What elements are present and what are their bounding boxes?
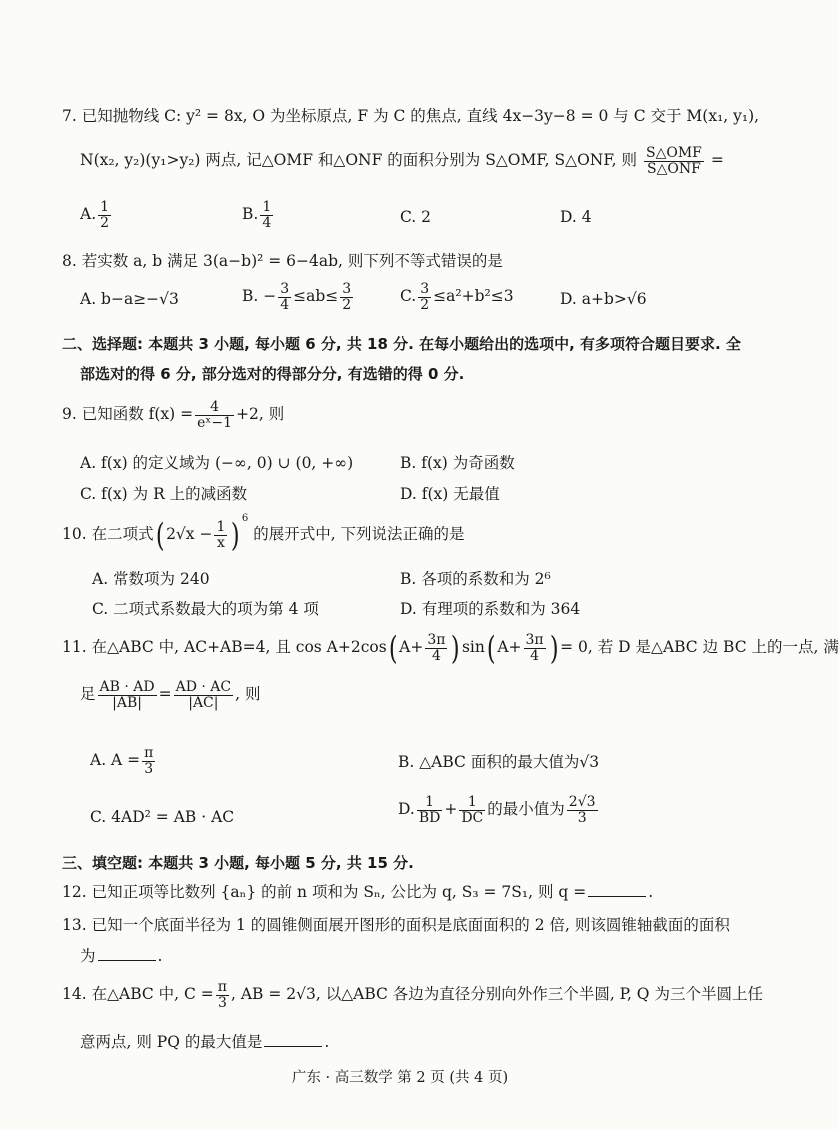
q9-option-d: D. f(x) 无最值 — [400, 485, 500, 503]
q7-option-b-label: B. — [242, 205, 259, 224]
q7-ratio-den: S△ONF — [647, 160, 701, 177]
q10-num: 1 — [216, 518, 226, 535]
q8-c-suffix: ≤a²+b²≤3 — [433, 287, 514, 306]
q7-area-ratio — [644, 146, 704, 176]
q10-den: x — [216, 534, 225, 551]
q8-b-prefix: B. − — [242, 287, 277, 306]
q14-den: 3 — [217, 994, 227, 1011]
q9-den: eˣ−1 — [197, 414, 232, 431]
q11-paren1-left: ( — [388, 629, 398, 667]
q7-option-d-label: D. — [560, 208, 577, 226]
q14-stem-line1 — [62, 980, 763, 1010]
q11-d-n3: 2√3 — [568, 794, 596, 810]
q8-b-den2: 2 — [342, 296, 352, 313]
q11-a-num: π — [144, 745, 154, 761]
q7-option-c-label: C. — [400, 208, 417, 226]
q11-d-frac1 — [417, 795, 443, 825]
q12-answer-blank[interactable] — [588, 895, 646, 897]
q11-n2: 3π — [525, 631, 544, 648]
q8-option-b — [242, 282, 355, 312]
q10-frac — [214, 520, 227, 550]
q11-n1: 3π — [427, 631, 446, 648]
q10-exponent: 6 — [241, 513, 249, 524]
q11-d-prefix: D. — [398, 800, 415, 819]
q11-d-plus: + — [444, 800, 458, 819]
q11-d-n1: 1 — [417, 795, 443, 811]
q11-option-c: C. 4AD² = AB · AC — [90, 808, 235, 826]
q14-line2-suffix: . — [324, 1033, 330, 1051]
q10-paren-right: ) — [231, 516, 241, 554]
q7-a-den: 2 — [100, 214, 110, 231]
q8-option-c — [400, 282, 514, 312]
q11-a-prefix: A. A = — [90, 751, 141, 770]
q13-answer-blank[interactable] — [98, 959, 156, 961]
q7-option-a — [80, 200, 113, 230]
q11-d-d2: DC — [461, 809, 484, 826]
q11-d-n2: 1 — [459, 795, 485, 811]
q11-prefix: 11. 在△ABC 中, AC+AB=4, 且 cos A+2cos — [62, 638, 387, 656]
q11-d2: 4 — [530, 647, 540, 664]
q11-d-frac3 — [567, 795, 598, 825]
q14-stem-line2 — [80, 1030, 329, 1052]
q7-line2-text: N(x₂, y₂)(y₁>y₂) 两点, 记△OMF 和△ONF 的面积分别为 S△OMF, S△ONF, 则 — [80, 151, 638, 170]
page-footer: 广东 · 高三数学 第 2 页 (共 4 页) — [291, 1070, 509, 1086]
q13-prefix: 为 — [80, 947, 96, 965]
section-3-heading: 三、填空题: 本题共 3 小题, 每小题 5 分, 共 15 分. — [62, 854, 414, 872]
q7-equals: = — [710, 151, 724, 170]
q7-a-num: 1 — [100, 199, 110, 215]
q8-option-d: D. a+b>√6 — [560, 290, 647, 308]
q10-paren-left: ( — [155, 516, 165, 554]
q7-stem-line2 — [80, 146, 724, 176]
q11-stem-line1 — [62, 629, 839, 667]
q11-frac1 — [425, 633, 447, 663]
q11-d-frac2 — [459, 795, 485, 825]
q7-option-c — [400, 208, 431, 226]
q10-suffix: 的展开式中, 下列说法正确的是 — [253, 525, 465, 543]
q8-b-frac2 — [340, 282, 353, 312]
q11-d-d1: BD — [418, 809, 441, 826]
q7-b-den: 4 — [262, 214, 272, 231]
q10-option-c: C. 二项式系数最大的项为第 4 项 — [92, 600, 319, 618]
q11-vf1-den: |AB| — [112, 694, 142, 711]
section-2-heading: 二、选择题: 本题共 3 小题, 每小题 6 分, 共 18 分. 在每小题给出的选项中, 有多项符合题目要求. 全 — [62, 335, 741, 353]
q8-b-num2: 3 — [342, 281, 352, 297]
q12-stem — [62, 880, 653, 902]
q7-stem-line1: 7. 已知抛物线 C: y² = 8x, O 为坐标原点, F 为 C 的焦点, 直线 4x−3y−8 = 0 与 C 交于 M(x₁, y₁), — [62, 107, 760, 125]
q11-vector-frac1 — [98, 680, 157, 710]
q11-option-a — [90, 746, 157, 776]
q11-stem-line2 — [80, 680, 260, 710]
q8-stem: 8. 若实数 a, b 满足 3(a−b)² = 6−4ab, 则下列不等式错误的是 — [62, 252, 503, 270]
q10-inner: 2√x − — [166, 525, 213, 543]
q11-paren1-right: ) — [451, 629, 461, 667]
q7-b-num: 1 — [262, 199, 272, 215]
q14-prefix: 14. 在△ABC 中, C = — [62, 985, 214, 1004]
q10-stem — [62, 513, 465, 554]
q11-option-b: B. △ABC 面积的最大值为√3 — [398, 753, 600, 771]
q9-option-a: A. f(x) 的定义域为 (−∞, 0) ∪ (0, +∞) — [80, 454, 354, 472]
q11-sin: sin — [461, 638, 485, 656]
q11-d-middle: 的最小值为 — [487, 800, 565, 819]
q11-d-d3: 3 — [577, 809, 587, 826]
q11-line2-suffix: , 则 — [235, 685, 261, 704]
q11-frac2 — [524, 633, 546, 663]
q10-option-b: B. 各项的系数和为 2⁶ — [400, 570, 551, 588]
q11-vf1-num: AB · AD — [99, 679, 155, 695]
q11-line2-prefix: 足 — [80, 685, 96, 704]
q11-paren2-right: ) — [549, 629, 559, 667]
q10-prefix: 10. 在二项式 — [62, 525, 154, 543]
q14-suffix: , AB = 2√3, 以△ABC 各边为直径分别向外作三个半圆, P, Q 为三个半圆上任 — [231, 985, 763, 1004]
q11-vf2-den: |AC| — [188, 694, 219, 711]
q10-option-d: D. 有理项的系数和为 364 — [400, 600, 581, 618]
q9-num: 4 — [195, 400, 234, 416]
q11-a-frac — [142, 746, 155, 776]
q10-option-a: A. 常数项为 240 — [92, 570, 210, 588]
q9-function-frac — [195, 400, 234, 430]
q11-arg1: A+ — [399, 638, 424, 656]
q14-num: π — [217, 979, 227, 995]
q7-option-a-frac — [98, 200, 111, 230]
q11-suffix: = 0, 若 D 是△ABC 边 BC 上的一点, 满 — [560, 638, 839, 656]
q9-prefix: 9. 已知函数 f(x) = — [62, 405, 194, 424]
q13-stem-line1: 13. 已知一个底面半径为 1 的圆锥侧面展开图形的面积是底面面积的 2 倍, 则该圆锥轴截面的面积 — [62, 916, 730, 934]
q7-option-c-text: 2 — [421, 208, 432, 226]
q8-b-num1: 3 — [280, 281, 290, 297]
section-2-heading-cont: 部选对的得 6 分, 部分选对的得部分分, 有选错的得 0 分. — [80, 365, 465, 383]
q9-suffix: +2, 则 — [236, 405, 285, 424]
q14-line2-text: 意两点, 则 PQ 的最大值是 — [80, 1033, 263, 1051]
q14-angle-frac — [216, 980, 229, 1010]
q11-vf2-num: AD · AC — [175, 679, 232, 695]
q11-equals: = — [158, 685, 172, 704]
q8-b-den1: 4 — [280, 296, 290, 313]
q11-paren2-left: ( — [486, 629, 496, 667]
q9-option-b: B. f(x) 为奇函数 — [400, 454, 515, 472]
q7-option-b-frac — [260, 200, 273, 230]
q8-c-num: 3 — [420, 281, 430, 297]
q11-option-d — [398, 795, 600, 825]
q7-option-b — [242, 200, 275, 230]
q8-option-a: A. b−a≥−√3 — [80, 290, 179, 308]
q13-stem-line2 — [80, 944, 162, 966]
q9-stem — [62, 400, 284, 430]
q11-arg2: A+ — [497, 638, 522, 656]
q12-suffix: . — [648, 883, 654, 901]
q14-answer-blank[interactable] — [264, 1045, 322, 1047]
q11-a-den: 3 — [144, 760, 154, 777]
q13-suffix: . — [157, 947, 163, 965]
q8-b-frac1 — [278, 282, 291, 312]
q9-option-c: C. f(x) 为 R 上的减函数 — [80, 485, 248, 503]
q7-option-d — [560, 208, 592, 226]
q8-b-middle: ≤ab≤ — [293, 287, 339, 306]
q11-d1: 4 — [431, 647, 441, 664]
q11-vector-frac2 — [174, 680, 234, 710]
q7-option-d-text: 4 — [581, 208, 592, 226]
q8-c-prefix: C. — [400, 287, 417, 306]
q12-text: 12. 已知正项等比数列 {aₙ} 的前 n 项和为 Sₙ, 公比为 q, S₃ = 7S₁, 则 q = — [62, 883, 587, 901]
q8-c-frac — [418, 282, 431, 312]
q8-c-den: 2 — [420, 296, 430, 313]
q7-option-a-label: A. — [80, 205, 97, 224]
q7-ratio-num: S△OMF — [645, 145, 702, 161]
